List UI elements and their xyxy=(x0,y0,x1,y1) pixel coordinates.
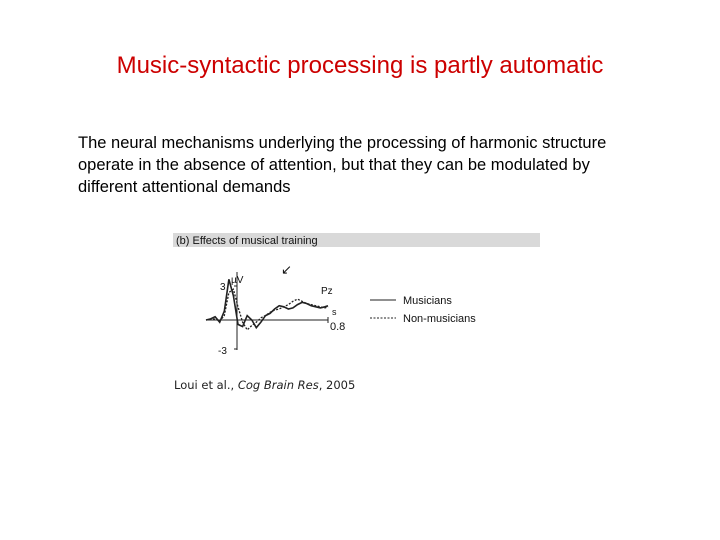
erp-chart xyxy=(170,228,550,368)
citation-year: , 2005 xyxy=(318,378,356,392)
citation-authors: Loui et al., xyxy=(174,378,235,392)
y-unit-label: µV xyxy=(231,275,244,286)
y-tick-label-top: 3 xyxy=(220,282,226,293)
annotation-arrow: ↙ xyxy=(281,263,292,278)
slide-body-text: The neural mechanisms underlying the processing of harmonic structure operate in the absence of attention, but that they can be modulated by different attentional demands xyxy=(78,134,607,196)
erp-figure xyxy=(170,228,550,368)
y-tick-label-bottom: -3 xyxy=(218,346,227,357)
citation xyxy=(174,378,355,392)
legend-label-non-musicians: Non-musicians xyxy=(403,313,476,325)
x-tick-label-s: s xyxy=(332,307,337,317)
slide-title: Music-syntactic processing is partly automatic xyxy=(116,52,604,79)
chart-title: (b) Effects of musical training xyxy=(176,235,318,247)
legend-label-musicians: Musicians xyxy=(403,295,452,307)
citation-journal: Cog Brain Res xyxy=(237,378,319,392)
electrode-label: Pz xyxy=(321,286,333,297)
x-tick-label-end: 0.8 xyxy=(330,321,346,333)
legend xyxy=(370,295,476,325)
